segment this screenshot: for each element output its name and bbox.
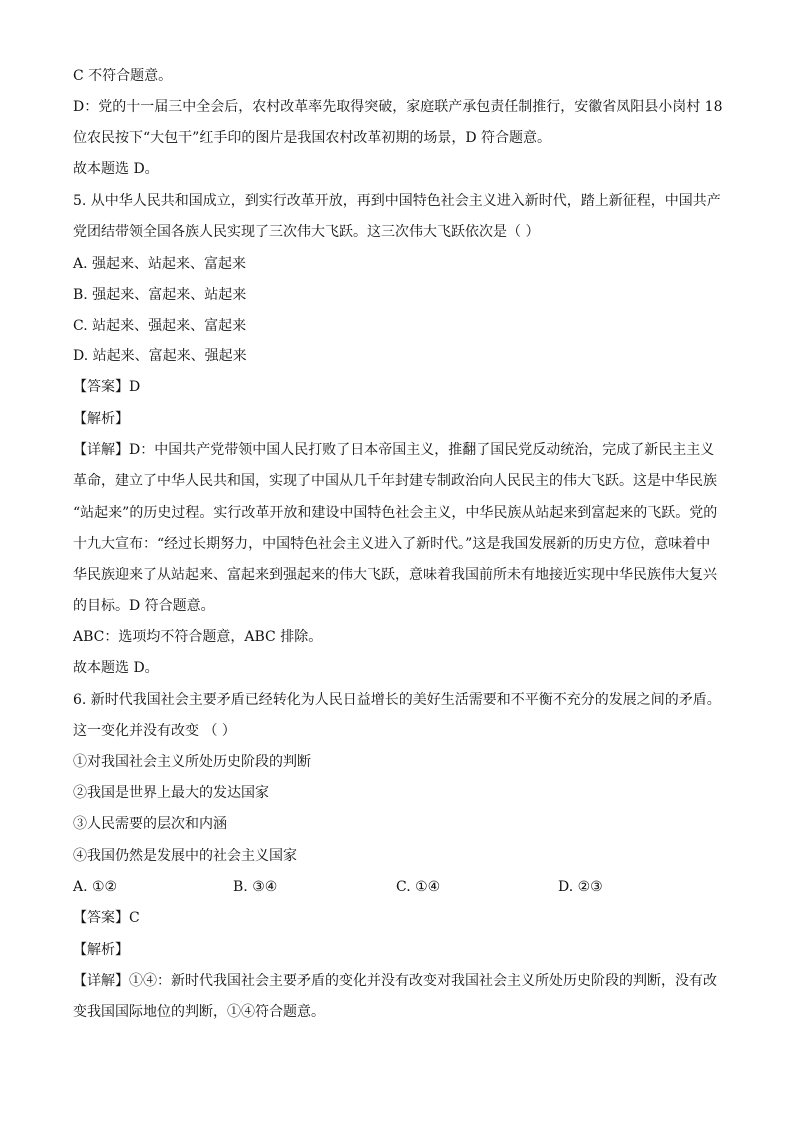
detail-text: 革命，建立了中华人民共和国，实现了中国从几千年封建专制政治向人民民主的伟大飞跃。这是中华民族 — [73, 473, 717, 489]
question-6-stem: 6. 新时代我国社会主要矛盾已经转化为人民日益增长的美好生活需要和不平衡不充分的发展之间的矛盾。 — [73, 692, 721, 708]
detail-text: 【详解】①④：新时代我国社会主要矛盾的变化并没有改变对我国社会主义所处历史阶段的判断，没有改 — [73, 973, 717, 989]
conclusion-text: 故本题选 D。 — [73, 660, 159, 676]
detail-text: 变我国国际地位的判断，①④符合题意。 — [73, 1004, 325, 1020]
question-5-stem: 党团结带领全国各族人民实现了三次伟大飞跃。这三次伟大飞跃依次是（ ） — [73, 224, 540, 240]
text-line: C 不符合题意。 — [73, 68, 173, 84]
option-c: C. ①④ — [396, 879, 441, 895]
text-line: 位农民按下“大包干”红手印的图片是我国农村改革初期的场景，D 符合题意。 — [73, 130, 551, 146]
analysis-label: 【解析】 — [73, 411, 129, 427]
detail-text: 的目标。D 符合题意。 — [73, 598, 215, 614]
statement-3: ③人民需要的层次和内涵 — [73, 816, 227, 832]
detail-text: ABC：选项均不符合题意，ABC 排除。 — [73, 629, 323, 645]
statement-4: ④我国仍然是发展中的社会主义国家 — [73, 848, 297, 864]
analysis-label: 【解析】 — [73, 942, 129, 958]
option-a: A. 强起来、站起来、富起来 — [73, 256, 247, 272]
option-c: C. 站起来、强起来、富起来 — [73, 318, 247, 334]
answer-label: 【答案】C — [73, 910, 140, 926]
question-6-stem: 这一变化并没有改变 （ ） — [73, 723, 236, 739]
answer-label: 【答案】D — [73, 379, 141, 395]
option-a: A. ①② — [73, 879, 118, 895]
question-5-stem: 5. 从中华人民共和国成立，到实行改革开放，再到中国特色社会主义进入新时代，踏上新征程，中国共产 — [73, 193, 721, 209]
option-d: D. 站起来、富起来、强起来 — [73, 348, 247, 364]
detail-text: 【详解】D：中国共产党带领中国人民打败了日本帝国主义，推翻了国民党反动统治，完成了新民主主义 — [73, 442, 715, 458]
statement-2: ②我国是世界上最大的发达国家 — [73, 785, 269, 801]
detail-text: 十九大宣布：“经过长期努力，中国特色社会主义进入了新时代。”这是我国发展新的历史方位，意味着中 — [73, 536, 711, 552]
option-d: D. ②③ — [558, 879, 603, 895]
option-b: B. ③④ — [233, 879, 278, 895]
text-line: 故本题选 D。 — [73, 161, 159, 177]
text-line: D：党的十一届三中全会后，农村改革率先取得突破，家庭联产承包责任制推行，安徽省凤阳县小岗村 18 — [73, 99, 723, 115]
statement-1: ①对我国社会主义所处历史阶段的判断 — [73, 754, 311, 770]
option-b: B. 强起来、富起来、站起来 — [73, 287, 247, 303]
detail-text: 华民族迎来了从站起来、富起来到强起来的伟大飞跃，意味着我国前所未有地接近实现中华民族伟大复兴 — [73, 567, 717, 583]
detail-text: “站起来”的历史过程。实行改革开放和建设中国特色社会主义，中华民族从站起来到富起来的飞跃。党的 — [73, 505, 718, 521]
